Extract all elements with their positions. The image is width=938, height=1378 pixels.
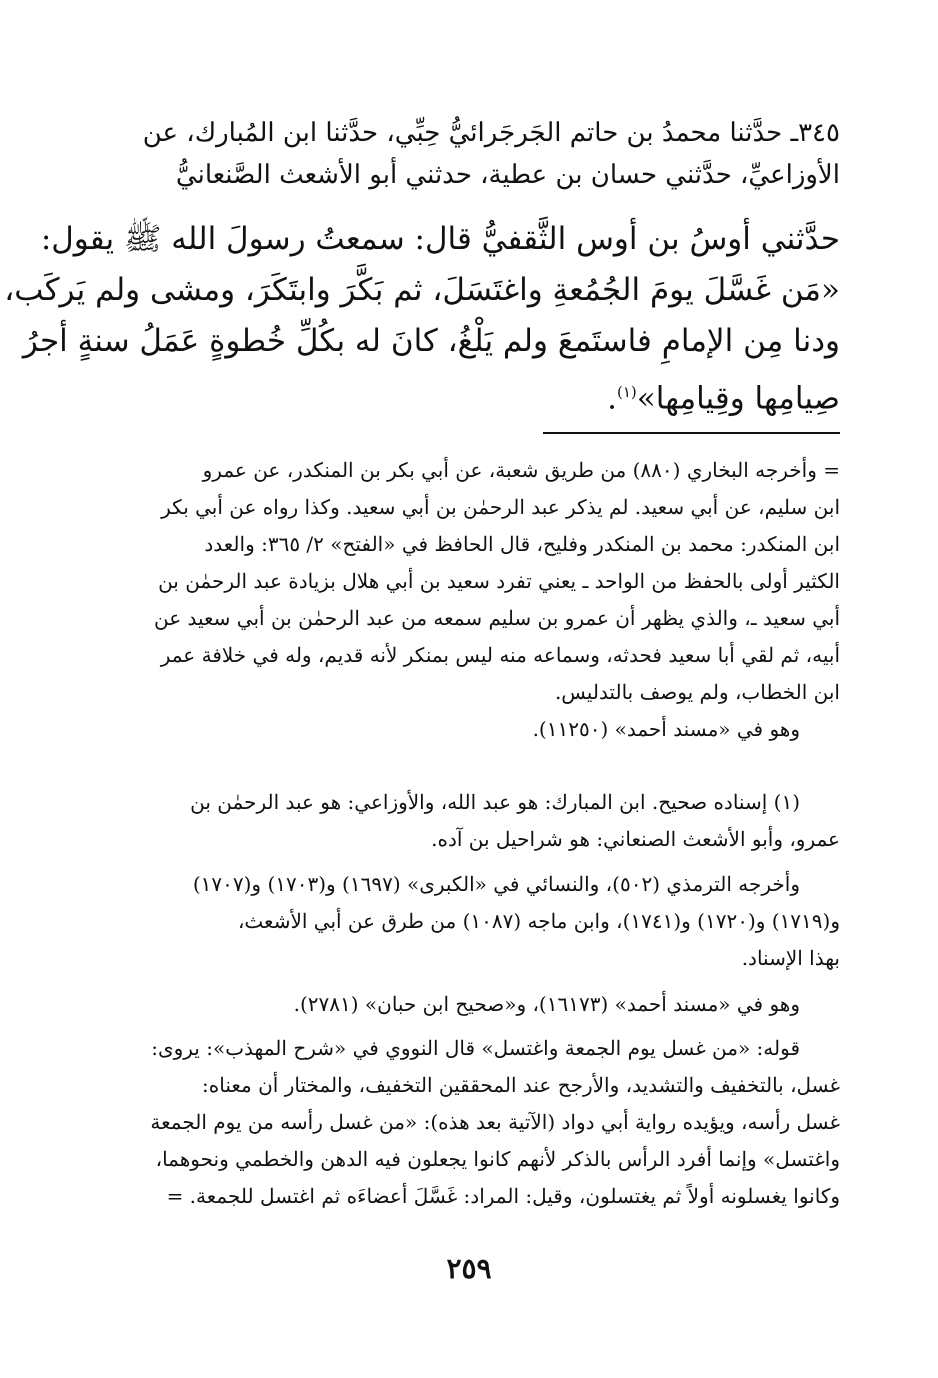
footnote-line: وأخرجه الترمذي (٥٠٢)، والنسائي في «الكبرى» (١٦٩٧) و(١٧٠٣) و(١٧٠٧) [192,872,800,896]
isnad-line: الأوزاعيِّ، حدَّثني حسان بن عطية، حدثني أبو الأشعث الصَّنعانيُّ [175,160,840,190]
footnote-line: واغتسل» وإنما أفرد الرأس بالذكر لأنهم كانوا يجعلون فيه الدهن والخطمي ونحوهما، [155,1147,840,1171]
footnote-1-takhrij [120,866,840,977]
footnote-line: بهذا الإسناد. [741,946,840,970]
hadith-isnad [120,112,840,196]
footnote-1 [120,784,840,858]
footnote-line: = وأخرجه البخاري (٨٨٠) من طريق شعبة، عن أبي بكر بن المنكدر، عن عمرو [202,458,840,482]
footnote-divider [543,432,840,434]
footnote-1-musnad [120,986,840,1023]
footnote-line: عمرو، وأبو الأشعث الصنعاني: هو شراحيل بن آده. [431,827,840,851]
footnote-line: وهو في «مسند أحمد» (١١٢٥٠). [532,717,800,741]
matn-line: «مَن غَسَّلَ يومَ الجُمُعةِ واغتَسَلَ، ثم بَكَّرَ وابتَكَرَ، ومشى ولم يَركَب، [4,272,840,308]
footnote-line: الكثير أولى بالحفظ من الواحد ـ يعني تفرد سعيد بن أبي هلال بزيادة عبد الرحمٰن بن [158,569,840,593]
isnad-line: ٣٤٥ـ حدَّثنا محمدُ بن حاتم الجَرجَرائيُّ حِبِّي، حدَّثنا ابن المُبارك، عن [142,118,840,148]
matn-line: ودنا مِن الإمامِ فاستَمعَ ولم يَلْغُ، كانَ له بكُلِّ خُطوةٍ عَمَلُ سنةٍ أجرُ [22,323,840,359]
page-number: ٢٥٩ [446,1252,492,1285]
matn-line: حدَّثني أوسُ بن أوس الثَّقفيُّ قال: سمعتُ رسولَ الله ﷺ يقول: [40,221,840,257]
footnote-line: و(١٧١٩) و(١٧٢٠) و(١٧٤١)، وابن ماجه (١٠٨٧) من طرق عن أبي الأشعث، [237,909,840,933]
footnote-line: ابن سليم، عن أبي سعيد. لم يذكر عبد الرحمٰن بن أبي سعيد. وكذا رواه عن أبي بكر [161,495,840,519]
footnote-continued [120,452,840,748]
footnote-line: قوله: «من غسل يوم الجمعة واغتسل» قال النووي في «شرح المهذب»: يروى: [151,1036,800,1060]
footnote-line: غسل، بالتخفيف والتشديد، والأرجح عند المحققين التخفيف، والمختار أن معناه: [202,1073,840,1097]
matn-line-text: صِيامِها وقِيامِها» [636,380,840,417]
footnote-line: أبيه، ثم لقي أبا سعيد فحدثه، وسماعه منه ليس بمنكر لأنه قديم، وله في خلافة عمر [160,643,840,667]
footnote-line: وهو في «مسند أحمد» (١٦١٧٣)، و«صحيح ابن حبان» (٢٧٨١). [293,992,800,1016]
hadith-matn [4,214,840,424]
footnote-line: ابن المنكدر: محمد بن المنكدر وفليح، قال الحافظ في «الفتح» ٢/ ٣٦٥: والعدد [204,532,840,556]
footnote-ref: (١) [617,383,637,401]
matn-last-line [120,367,840,424]
footnote-1-sharh [120,1030,840,1215]
footnote-line: وكانوا يغسلونه أولاً ثم يغتسلون، وقيل: المراد: غَسَّلَ أعضاءَه ثم اغتسل للجمعة. = [166,1184,840,1208]
footnote-line: ابن الخطاب، ولم يوصف بالتدليس. [554,680,840,704]
footnote-line: (١) إسناده صحيح. ابن المبارك: هو عبد الله، والأوزاعي: هو عبد الرحمٰن بن [190,790,800,814]
matn-period: . [607,380,617,417]
footnote-line: غسل رأسه، ويؤيده رواية أبي دواد (الآتية بعد هذه): «من غسل رأسه من يوم الجمعة [150,1110,840,1134]
footnote-line: أبي سعيد ـ، والذي يظهر أن عمرو بن سليم سمعه من عبد الرحمٰن بن أبي سعيد عن [153,606,840,630]
